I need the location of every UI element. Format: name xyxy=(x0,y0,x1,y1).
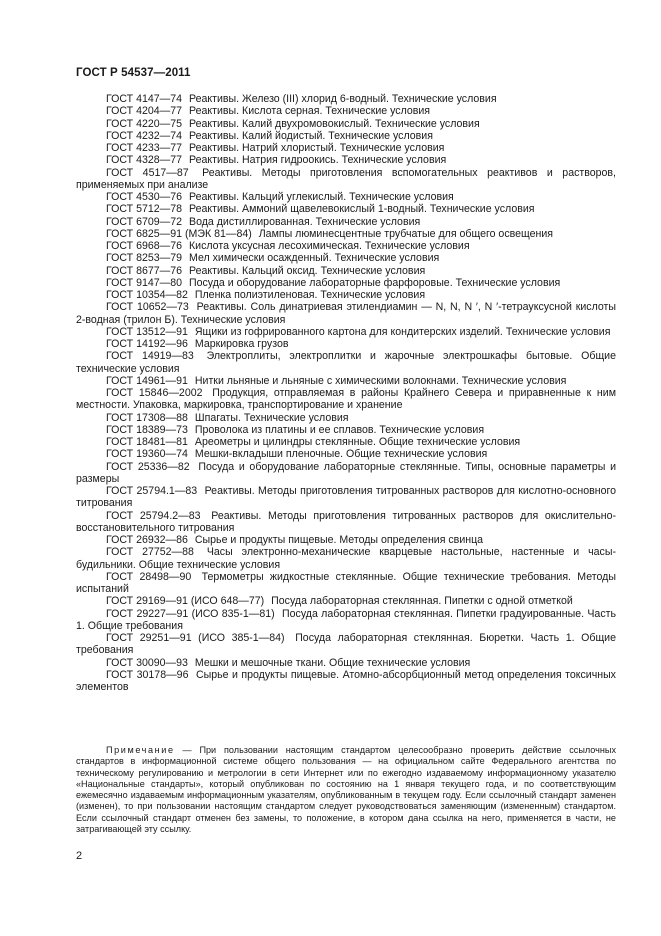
reference-title: Реактивы. Соль динатриевая этилендиамин — N, N, N ′, N ′-тетрауксусной кислоты 2-водная (трилон Б). Технические условия xyxy=(76,301,616,326)
reference-title: Посуда и оборудование лабораторные стеклянные. Типы, основные параметры и размеры xyxy=(76,460,616,485)
reference-item xyxy=(76,203,616,215)
reference-item xyxy=(76,350,616,375)
reference-title: Мел химически осажденный. Технические условия xyxy=(189,252,440,265)
reference-code: ГОСТ 4204—77 xyxy=(106,105,183,118)
reference-item xyxy=(76,228,616,240)
reference-item xyxy=(76,534,616,546)
reference-title: Реактивы. Кислота серная. Технические условия xyxy=(189,105,431,118)
reference-item xyxy=(76,412,616,424)
reference-title: Ареометры и цилиндры стеклянные. Общие технические условия xyxy=(194,436,521,448)
reference-item xyxy=(76,436,616,448)
reference-code: ГОСТ 10652—73 xyxy=(106,301,189,314)
reference-item xyxy=(76,657,616,669)
reference-title: Нитки льняные и льняные с химическими волокнами. Технические условия xyxy=(194,374,567,387)
reference-title: Посуда и оборудование лабораторные фарфоровые. Технические условия xyxy=(189,276,561,289)
reference-code: ГОСТ 6825—91 (МЭК 81—84) xyxy=(106,227,252,240)
reference-code: ГОСТ 30178—96 xyxy=(106,668,189,681)
reference-code: ГОСТ 4147—74 xyxy=(106,93,183,105)
reference-code: ГОСТ 25794.2—83 xyxy=(106,509,201,522)
reference-title: Маркировка грузов xyxy=(194,338,289,350)
reference-code: ГОСТ 9147—80 xyxy=(106,276,183,289)
reference-item xyxy=(76,142,616,154)
reference-item xyxy=(76,448,616,460)
reference-code: ГОСТ 14919—83 xyxy=(106,350,194,363)
reference-title: Сырье и продукты пищевые. Методы определения свинца xyxy=(194,534,484,546)
note-paragraph xyxy=(76,745,616,835)
reference-code: ГОСТ 25794.1—83 xyxy=(106,485,198,497)
reference-title: Посуда лабораторная стеклянная. Бюретки. Часть 1. Общие требования xyxy=(76,632,616,657)
reference-title: Мешки и мешочные ткани. Общие технические условия xyxy=(194,656,471,669)
reference-item xyxy=(76,387,616,412)
reference-item xyxy=(76,118,616,130)
document-header: ГОСТ Р 54537—2011 xyxy=(76,67,191,79)
reference-code: ГОСТ 29251—91 (ИСО 385-1—84) xyxy=(106,632,285,644)
reference-item xyxy=(76,240,616,252)
reference-title: Реактивы. Калий йодистый. Технические условия xyxy=(189,129,433,142)
reference-code: ГОСТ 4328—77 xyxy=(106,154,183,167)
reference-code: ГОСТ 4530—76 xyxy=(106,191,183,203)
reference-title: Шпагаты. Технические условия xyxy=(194,411,349,424)
reference-title: Вода дистиллированная. Технические условия xyxy=(189,215,421,228)
reference-item xyxy=(76,326,616,338)
reference-title: Продукция, отправляемая в районы Крайнего Севера и приравненные к ним местности. Упаковка, маркировка, транспортирование и хранение xyxy=(76,387,616,412)
reference-item xyxy=(76,510,616,535)
reference-title: Реактивы. Натрия гидроокись. Технические условия xyxy=(189,154,447,167)
reference-code: ГОСТ 18481—81 xyxy=(106,436,188,448)
normative-references-list xyxy=(76,93,616,693)
reference-code: ГОСТ 26932—86 xyxy=(106,534,188,546)
reference-title: Лампы люминесцентные трубчатые для общего освещения xyxy=(258,227,554,240)
reference-item xyxy=(76,546,616,571)
reference-code: ГОСТ 28498—90 xyxy=(106,570,192,583)
reference-title: Реактивы. Методы приготовления вспомогательных реактивов и растворов, применяемых при анализе xyxy=(76,166,616,191)
reference-code: ГОСТ 8677—76 xyxy=(106,264,183,277)
reference-item xyxy=(76,338,616,350)
reference-title: Реактивы. Кальций оксид. Технические условия xyxy=(189,264,426,277)
reference-code: ГОСТ 6968—76 xyxy=(106,240,183,252)
reference-item xyxy=(76,154,616,166)
reference-item xyxy=(76,167,616,192)
reference-title: Пленка полиэтиленовая. Технические условия xyxy=(194,289,426,301)
reference-item xyxy=(76,669,616,694)
reference-code: ГОСТ 25336—82 xyxy=(106,460,190,473)
reference-code: ГОСТ 4232—74 xyxy=(106,129,183,142)
reference-title: Реактивы. Калий двухромовокислый. Технические условия xyxy=(189,117,480,130)
reference-code: ГОСТ 4233—77 xyxy=(106,142,183,154)
reference-code: ГОСТ 18389—73 xyxy=(106,423,188,436)
reference-code: ГОСТ 15846—2002 xyxy=(106,387,203,399)
reference-item xyxy=(76,571,616,596)
reference-code: ГОСТ 13512—91 xyxy=(106,325,188,338)
reference-code: ГОСТ 5712—78 xyxy=(106,203,183,216)
reference-code: ГОСТ 8253—79 xyxy=(106,252,183,265)
reference-title: Часы электронно-механические кварцевые настольные, настенные и часы-будильники. Общие технические условия xyxy=(76,546,616,571)
reference-title: Посуда лабораторная стеклянная. Пипетки градуированные. Часть 1. Общие требования xyxy=(76,607,616,632)
reference-code: ГОСТ 30090—93 xyxy=(106,656,188,669)
reference-title: Электроплиты, электроплитки и жарочные электрошкафы бытовые. Общие технические условия xyxy=(76,350,616,375)
reference-code: ГОСТ 4220—75 xyxy=(106,117,183,130)
reference-title: Реактивы. Аммоний щавелевокислый 1-водный. Технические условия xyxy=(189,203,535,216)
reference-item xyxy=(76,289,616,301)
reference-item xyxy=(76,252,616,264)
reference-title: Кислота уксусная лесохимическая. Технические условия xyxy=(189,240,470,252)
reference-item xyxy=(76,595,616,607)
reference-code: ГОСТ 19360—74 xyxy=(106,448,188,461)
reference-title: Мешки-вкладыши пленочные. Общие технические условия xyxy=(194,448,488,461)
reference-title: Посуда лабораторная стеклянная. Пипетки с одной отметкой xyxy=(271,595,573,608)
reference-item xyxy=(76,632,616,657)
reference-title: Реактивы. Методы приготовления титрованных растворов для окислительно-восстановительного титрования xyxy=(76,509,616,534)
reference-title: Ящики из гофрированного картона для кондитерских изделий. Технические условия xyxy=(194,325,611,338)
reference-item xyxy=(76,301,616,326)
reference-title: Реактивы. Натрий хлористый. Технические условия xyxy=(189,142,445,154)
note-label: Примечание xyxy=(106,745,175,755)
reference-code: ГОСТ 29227—91 (ИСО 835-1—81) xyxy=(106,607,275,620)
reference-item xyxy=(76,608,616,633)
reference-title: Проволока из платины и ее сплавов. Технические условия xyxy=(194,423,485,436)
reference-title: Сырье и продукты пищевые. Атомно-абсорбционный метод определения токсичных элементов xyxy=(76,668,616,693)
reference-title: Реактивы. Методы приготовления титрованных растворов для кислотно-основного титрования xyxy=(76,485,616,510)
reference-code: ГОСТ 14192—96 xyxy=(106,338,188,350)
reference-item xyxy=(76,130,616,142)
reference-code: ГОСТ 10354—82 xyxy=(106,289,188,301)
reference-item xyxy=(76,265,616,277)
reference-item xyxy=(76,461,616,486)
page-number: 2 xyxy=(76,850,83,862)
reference-item xyxy=(76,424,616,436)
reference-code: ГОСТ 6709—72 xyxy=(106,215,183,228)
reference-item xyxy=(76,93,616,105)
reference-code: ГОСТ 14961—91 xyxy=(106,374,188,387)
reference-title: Реактивы. Железо (III) хлорид 6-водный. Технические условия xyxy=(189,93,497,105)
reference-item xyxy=(76,375,616,387)
reference-item xyxy=(76,105,616,117)
reference-code: ГОСТ 4517—87 xyxy=(106,166,189,179)
reference-code: ГОСТ 27752—88 xyxy=(106,546,194,559)
reference-title: Реактивы. Кальций углекислый. Технические условия xyxy=(189,191,454,203)
reference-item xyxy=(76,485,616,510)
reference-item xyxy=(76,216,616,228)
reference-code: ГОСТ 17308—88 xyxy=(106,411,188,424)
note-text: — При пользовании настоящим стандартом целесообразно проверить действие ссылочных стандартов в информационной системе общего пользования — на официальном сайте Федерального агентства по техническому регулированию и метрологии в сети Интернет или по ежегодно издаваемому информационному указателю «Национальные стандарты», который опубликован по состоянию на 1 января текущего года, и по соответствующим ежемесячно издаваемым информационным указателям, опубликованным в текущем году. Если ссылочный стандарт заменен (изменен), то при пользовании настоящим стандартом следует руководствоваться заменяющим (измененным) стандартом. Если ссылочный стандарт отменен без замены, то положение, в котором дана ссылка на него, применяется в части, не затрагивающей эту ссылку. xyxy=(76,745,616,835)
reference-item xyxy=(76,277,616,289)
reference-item xyxy=(76,191,616,203)
reference-title: Термометры жидкостные стеклянные. Общие технические требования. Методы испытаний xyxy=(76,570,616,595)
reference-code: ГОСТ 29169—91 (ИСО 648—77) xyxy=(106,595,265,608)
